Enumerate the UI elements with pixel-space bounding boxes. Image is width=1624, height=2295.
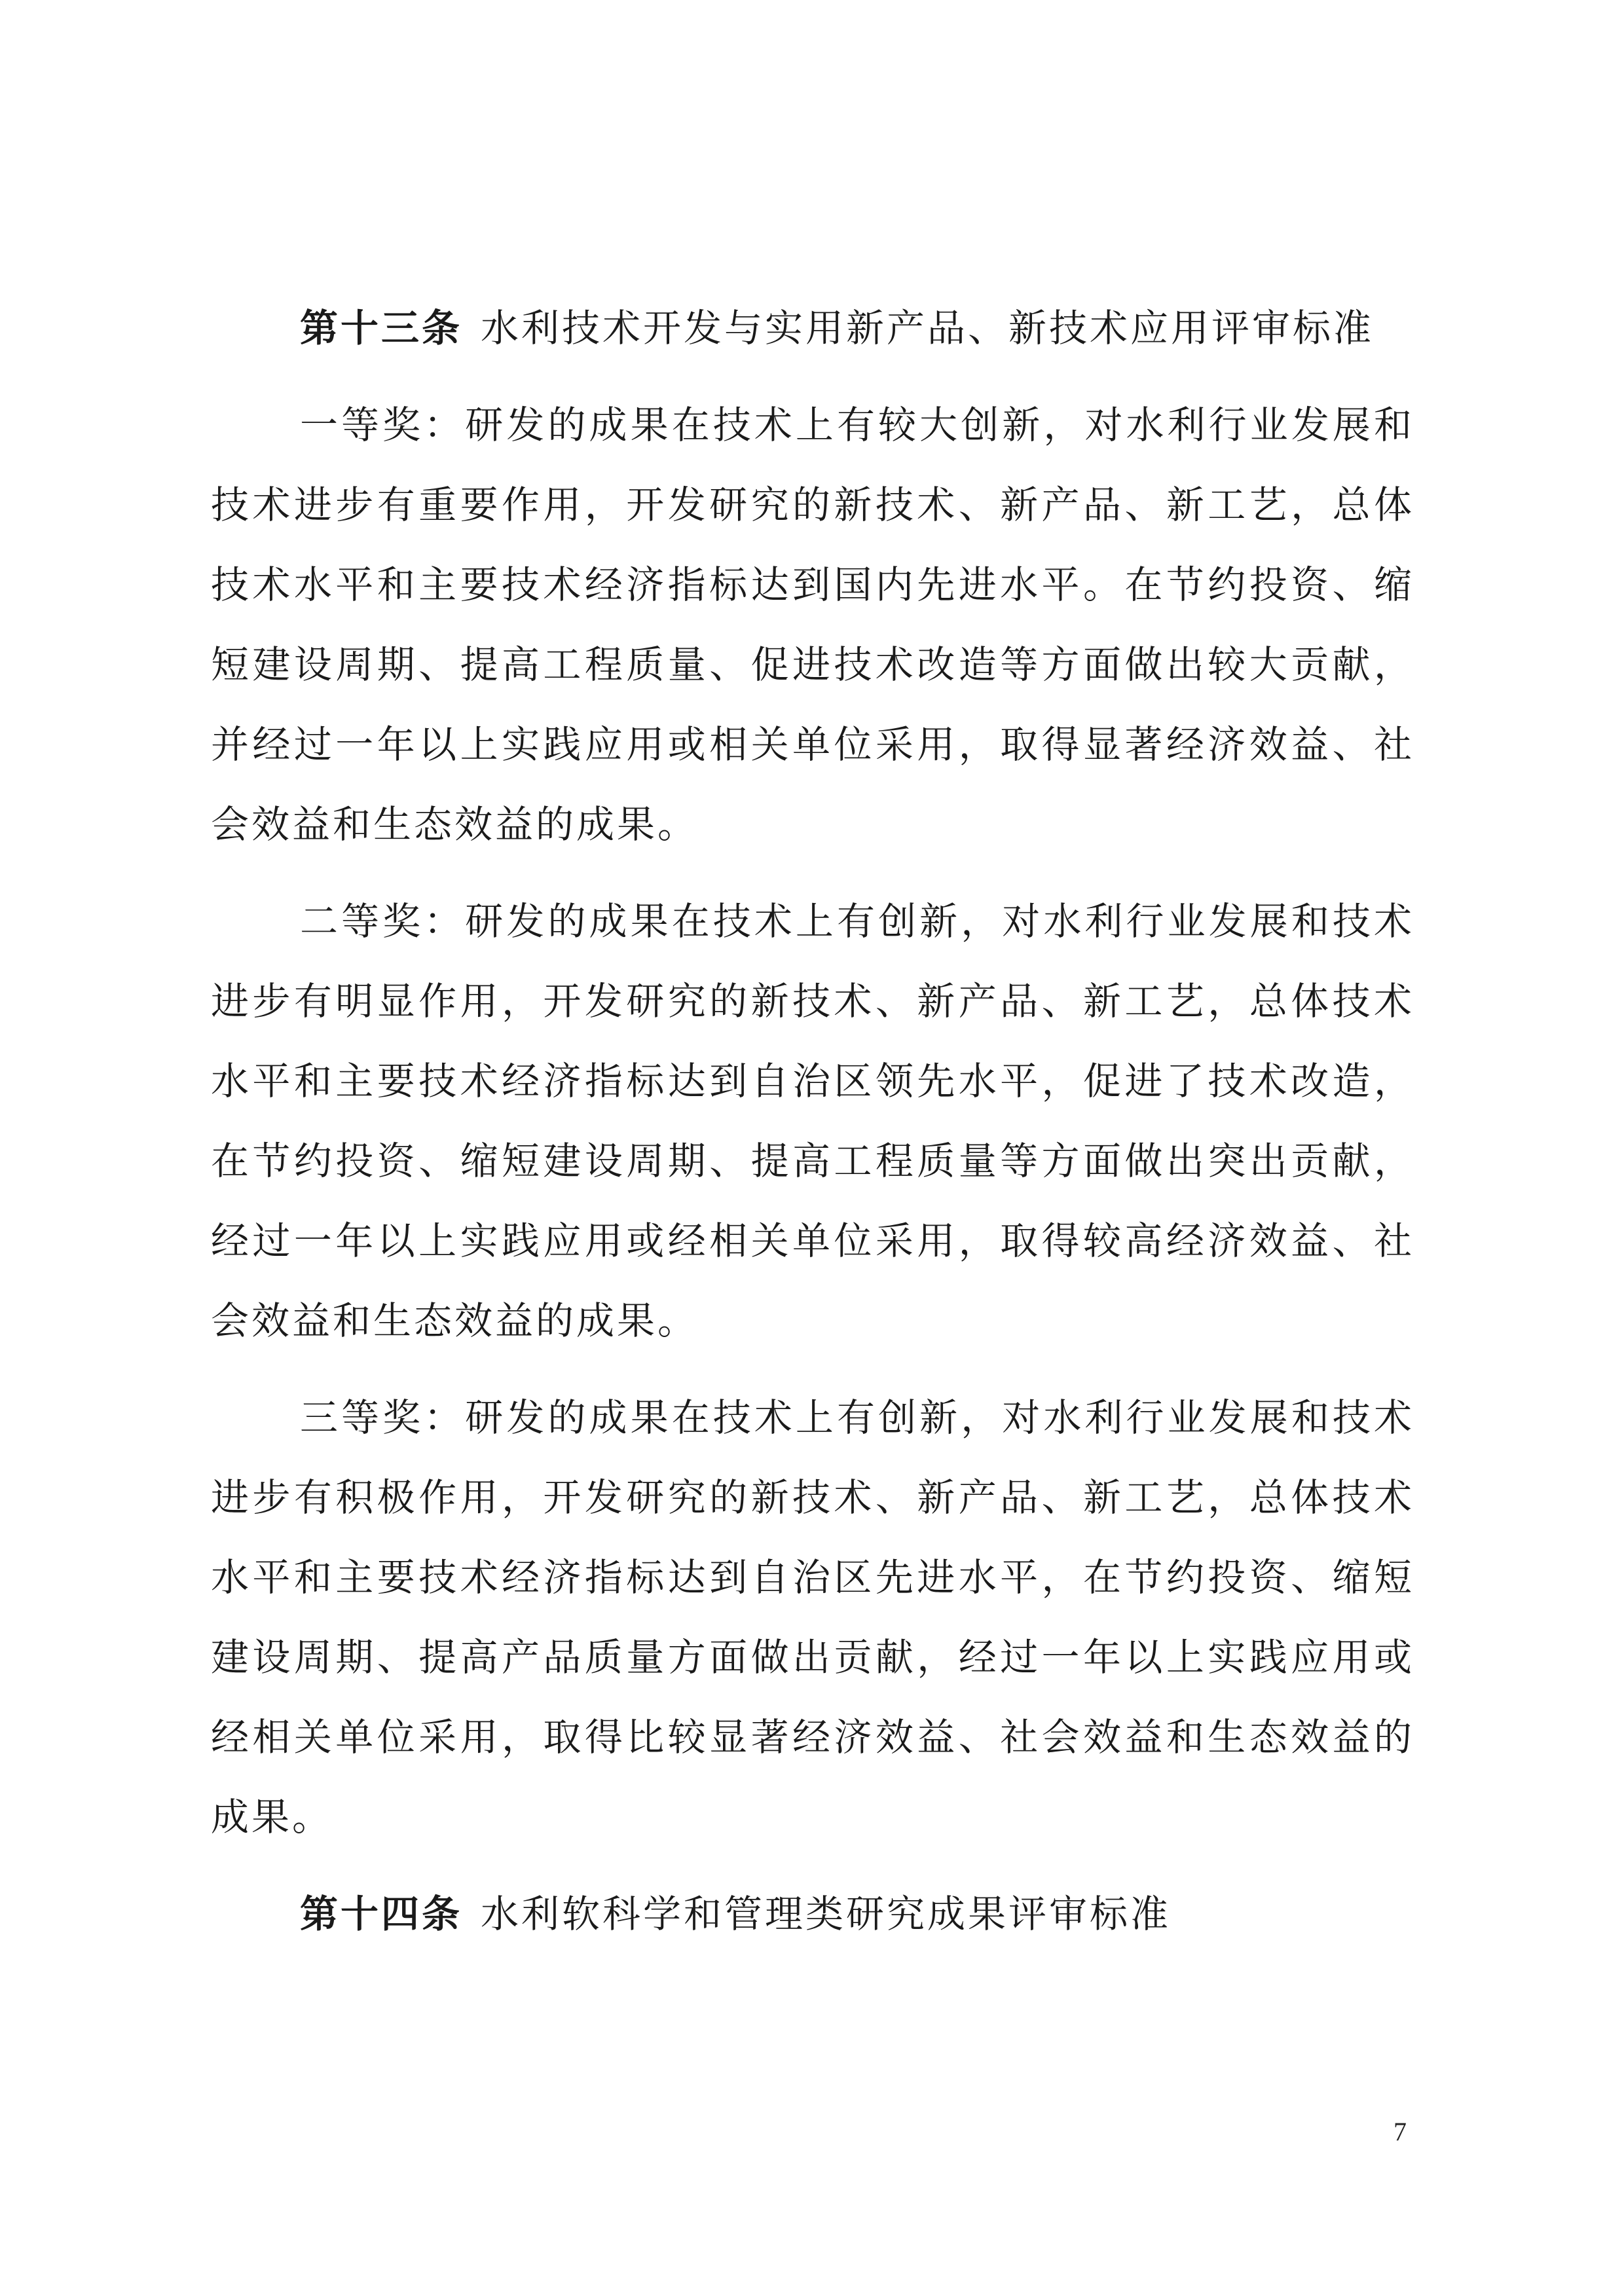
article-13-heading xyxy=(211,288,1414,368)
first-prize-paragraph: 一等奖：研发的成果在技术上有较大创新，对水利行业发展和技术进步有重要作用，开发研究的新技术、新产品、新工艺，总体技术水平和主要技术经济指标达到国内先进水平。在节约投资、缩短建设周期、提高工程质量、促进技术改造等方面做出较大贡献，并经过一年以上实践应用或相关单位采用，取得显著经济效益、社会效益和生态效益的成果。 xyxy=(211,403,1414,847)
article-14-title: 水利软科学和管理类研究成果评审标准 xyxy=(481,1892,1172,1936)
second-prize-paragraph: 二等奖：研发的成果在技术上有创新，对水利行业发展和技术进步有明显作用，开发研究的新技术、新产品、新工艺，总体技术水平和主要技术经济指标达到自治区领先水平，促进了技术改造，在节约投资、缩短建设周期、提高工程质量等方面做出突出贡献，经过一年以上实践应用或经相关单位采用，取得较高经济效益、社会效益和生态效益的成果。 xyxy=(211,899,1414,1343)
article-13-number: 第十三条 xyxy=(300,306,463,350)
article-14-number: 第十四条 xyxy=(300,1892,463,1936)
article-14-heading xyxy=(211,1874,1414,1954)
article-13-title: 水利技术开发与实用新产品、新技术应用评审标准 xyxy=(481,306,1375,350)
page-number: 7 xyxy=(1393,2117,1407,2146)
third-prize-paragraph: 三等奖：研发的成果在技术上有创新，对水利行业发展和技术进步有积极作用，开发研究的新技术、新产品、新工艺，总体技术水平和主要技术经济指标达到自治区先进水平，在节约投资、缩短建设周期、提高产品质量方面做出贡献，经过一年以上实践应用或经相关单位采用，取得比较显著经济效益、社会效益和生态效益的成果。 xyxy=(211,1395,1414,1839)
page-body xyxy=(211,288,1414,1954)
